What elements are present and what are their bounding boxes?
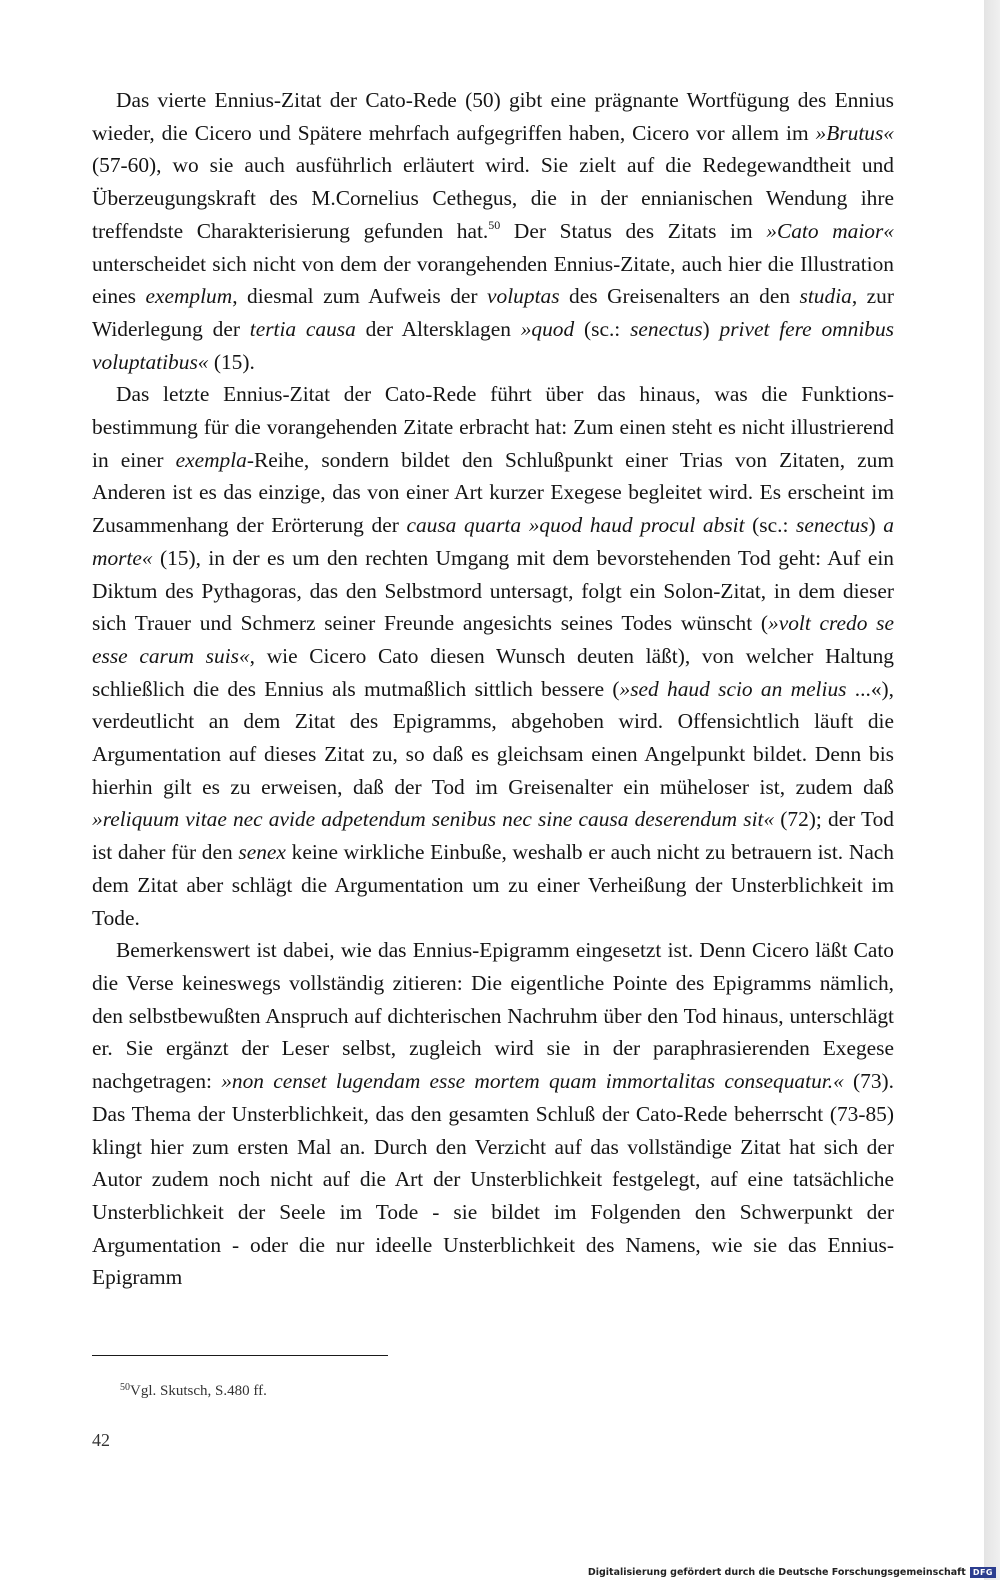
text-run: (15), in der es um den rechten Umgang mit dem bevorstehenden Tod geht: Auf ein Diktum des Pythagoras, das den Selbstmord untersagt, folgt ein Solon-Zitat, in dem dieser sich Trauer und Schmerz seiner Freunde angesichts seines Todes wünscht ( bbox=[92, 545, 894, 636]
text-run: (57-60), wo sie auch ausführlich erläutert wird. Sie zielt auf die Redegewandtheit und Überzeugungskraft des M.Cornelius Cethegus, die in der ennianischen Wendung ihre treffendste Charakterisierung gefunden hat. bbox=[92, 153, 894, 243]
italic-run: »Brutus« bbox=[815, 120, 894, 145]
italic-run: »volt credo se esse carum suis« bbox=[92, 611, 894, 668]
footnote-text: Vgl. Skutsch, S.480 ff. bbox=[130, 1383, 267, 1399]
italic-run: senex bbox=[238, 840, 286, 865]
footnote-ref: 50 bbox=[488, 217, 501, 232]
italic-run: »non censet lugendam esse mortem quam immortalitas consequatur.« bbox=[221, 1069, 844, 1094]
text-run: unterscheidet sich nicht von dem der vorangehenden Ennius-Zitate, auch hier die Illustration eines bbox=[92, 251, 894, 309]
text-run: ) bbox=[702, 316, 720, 341]
body-text bbox=[92, 84, 894, 1294]
italic-run: »sed haud scio an melius bbox=[619, 676, 847, 701]
text-run: ) bbox=[868, 513, 884, 538]
footnote-mark: 50 bbox=[120, 1382, 130, 1393]
italic-run: senectus bbox=[630, 316, 703, 341]
italic-run: voluptas bbox=[487, 284, 560, 309]
text-run: (72); der Tod ist daher für den bbox=[92, 807, 895, 865]
italic-run: causa quarta »quod haud procul absit bbox=[406, 513, 745, 538]
italic-run: exemplum bbox=[145, 284, 233, 309]
italic-run: exempla bbox=[175, 447, 247, 472]
italic-run: studia bbox=[799, 284, 852, 309]
italic-run: »Cato maior« bbox=[766, 218, 894, 243]
paragraph bbox=[92, 378, 894, 934]
text-run: Der Status des Zitats im bbox=[500, 218, 767, 243]
italic-run: tertia causa bbox=[249, 316, 356, 341]
text-run: des Greisenalters an den bbox=[559, 284, 800, 309]
paragraph bbox=[92, 934, 894, 1294]
paragraph bbox=[92, 84, 894, 378]
text-run: (sc.: bbox=[574, 316, 631, 341]
text-run: (73). Das Thema der Unsterblichkeit, das den gesamten Schluß der Cato-Rede beherrscht (73-85) klingt hier zum ersten Mal an. Durch den Verzicht auf das vollständige Zitat hat sich der Autor zudem noch nicht auf die Art der Unsterblichkeit festgelegt, auf eine tatsächliche Unsterblichkeit der Seele im Tode - sie bildet im Folgenden den Schwerpunkt der Argumentation - oder die nur ideelle Unsterblichkeit des Namens, wie sie das Ennius-Epigramm bbox=[92, 1069, 894, 1290]
footnote bbox=[120, 1381, 267, 1401]
text-run: (15). bbox=[208, 349, 255, 374]
footnote-rule bbox=[92, 1355, 388, 1356]
italic-run: »reliquum vitae nec avide adpetendum senibus nec sine causa deserendum sit« bbox=[92, 807, 775, 832]
text-run: -Reihe, sondern bildet den Schlußpunkt einer Trias von Zitaten, zum Anderen ist es das einzige, das von einer Art kurzer Exegese begleitet wird. Es erscheint im Zusammenhang der Erörterung der bbox=[92, 447, 894, 538]
text-run: , zur Widerlegung der bbox=[92, 284, 894, 341]
text-run: keine wirkliche Einbuße, weshalb er auch nicht zu betrauern ist. Nach dem Zitat aber schlägt die Argumentation um zu einer Verheißung der Unsterblichkeit im Tode. bbox=[92, 840, 894, 930]
text-run: , wie Cicero Cato diesen Wunsch deuten läßt), von welcher Haltung schließlich die des Ennius als mutmaßlich sittlich bessere ( bbox=[92, 643, 894, 701]
text-run: , diesmal zum Aufweis der bbox=[232, 284, 488, 309]
page-edge bbox=[984, 0, 1000, 1580]
text-run: der Altersklagen bbox=[355, 316, 521, 341]
italic-run: privet fere omnibus voluptatibus« bbox=[92, 316, 894, 374]
text-run: Bemerkenswert ist dabei, wie das Ennius-Epigramm eingesetzt ist. Denn Cicero läßt Cato die Verse keineswegs vollständig zitieren: Die eigentliche Pointe des Epigramms nämlich, den selbstbewußten Anspruch auf dichterischen Nachruhm über den Tod hinaus, unterschlägt er. Sie ergänzt der Leser selbst, zugleich wird sie in der paraphrasierenden Exegese nachgetragen: bbox=[92, 938, 894, 1094]
text-run: Das vierte Ennius-Zitat der Cato-Rede (50) gibt eine prägnante Wortfügung des Ennius wieder, die Cicero und Spätere mehrfach aufgegriffen haben, Cicero vor allem im bbox=[92, 88, 894, 145]
page-number: 42 bbox=[92, 1430, 110, 1450]
italic-run: »quod bbox=[520, 316, 575, 341]
italic-run: a morte« bbox=[92, 513, 894, 570]
dfg-notice-text: Digitalisierung gefördert durch die Deutsche Forschungsgemeinschaft bbox=[587, 1567, 966, 1578]
text-run: ...«), verdeutlicht an dem Zitat des Epigramms, abgehoben wird. Offensichtlich läuft die Argumentation auf dieses Zitat zu, so daß es gleichsam einen Angelpunkt bildet. Denn bis hierhin gilt es zu erweisen, daß der Tod im Greisenalter ein müheloser ist, zudem daß bbox=[92, 676, 894, 799]
text-run: Das letzte Ennius-Zitat der Cato-Rede führt über das hinaus, was die Funktionsbestimmung für die vorangehenden Zitate erbracht hat: Zum einen steht es nicht illustrierend in einer bbox=[92, 382, 894, 472]
dfg-notice bbox=[588, 1567, 996, 1578]
text-run: (sc.: bbox=[744, 513, 797, 538]
dfg-logo: DFG bbox=[970, 1567, 996, 1578]
italic-run: senectus bbox=[796, 513, 869, 538]
